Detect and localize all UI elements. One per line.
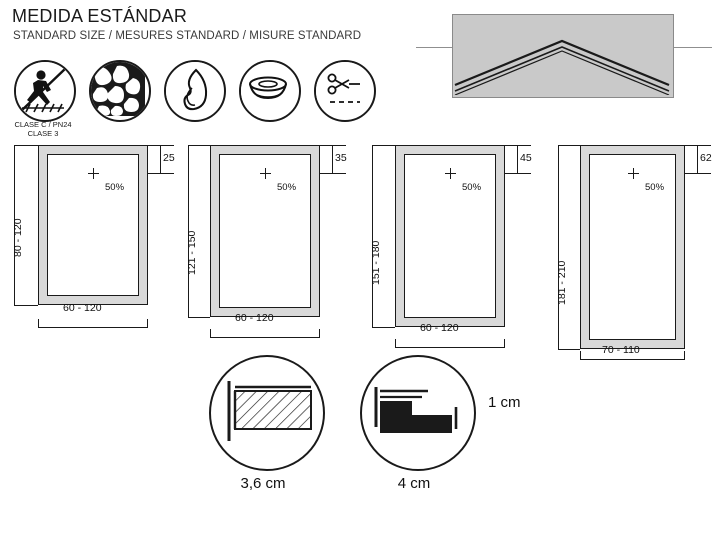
panel-3-offset-ext-top	[505, 145, 531, 146]
panel-4-width-line	[580, 359, 685, 360]
panel-2	[180, 135, 360, 345]
panel-3	[360, 135, 540, 357]
panel-3-height-line	[372, 145, 373, 327]
panel-1-height-label: 80 - 120	[12, 218, 24, 257]
panel-4	[540, 135, 720, 365]
panel-1-offset-ext-bottom	[148, 173, 174, 174]
page-title: MEDIDA ESTÁNDAR	[12, 6, 188, 26]
panel-4-height-label: 181 - 210	[556, 260, 568, 305]
panel-1-width-label: 60 - 120	[63, 302, 102, 314]
panel-3-width-label: 60 - 120	[420, 322, 459, 334]
panel-2-percent-label: 50%	[277, 182, 297, 193]
panel-3-offset-line	[517, 145, 518, 173]
panel-1-width-tick-left	[38, 319, 39, 328]
anti-slip-caption-line1: CLASE C / PN24	[14, 120, 72, 129]
panel-2-height-ext-top	[188, 145, 210, 146]
panel-4-offset-ext-bottom	[685, 173, 711, 174]
anti-slip-caption-line2: CLASE 3	[27, 129, 59, 138]
panel-4-width-label: 70 - 110	[602, 344, 640, 356]
panel-1	[0, 135, 180, 335]
panel-1-percent-label: 50%	[105, 182, 125, 193]
panel-1-width-line	[38, 327, 148, 328]
panel-4-height-ext-bottom	[558, 349, 580, 350]
panel-4-offset-label: 62	[700, 152, 712, 164]
panel-4-drain-mark	[628, 168, 639, 179]
panel-1-offset-line	[160, 145, 161, 173]
panel-3-width-tick-left	[395, 339, 396, 348]
cuttable-icon	[314, 60, 376, 122]
panel-1-offset-ext-top	[148, 145, 174, 146]
panel-4-height-line	[558, 145, 559, 349]
panel-4-height-ext-top	[558, 145, 580, 146]
panel-1-offset-label: 25	[163, 152, 175, 164]
panel-2-width-tick-right	[319, 329, 320, 338]
step-section-icon	[362, 357, 470, 465]
panel-1-height-ext-bottom	[14, 305, 38, 306]
detail-thickness-caption: 3,6 cm	[240, 475, 286, 492]
panel-2-drain-mark	[260, 168, 271, 179]
panel-4-offset-line	[697, 145, 698, 173]
drain-icon	[239, 60, 301, 122]
panel-3-height-ext-bottom	[372, 327, 395, 328]
roof-shape-icon	[453, 15, 671, 95]
flame-resistance-icon	[164, 60, 226, 122]
panel-3-width-tick-right	[504, 339, 505, 348]
panel-3-offset-label: 45	[520, 152, 532, 164]
panel-3-height-ext-top	[372, 145, 395, 146]
anti-slip-icon	[14, 60, 76, 122]
panel-4-width-tick-left	[580, 351, 581, 360]
icon-row	[14, 60, 414, 138]
panel-3-percent-label: 50%	[462, 182, 482, 193]
section-detail-thickness	[209, 355, 325, 471]
panel-4-width-tick-right	[684, 351, 685, 360]
panel-1-width-tick-right	[147, 319, 148, 328]
section-hatch-icon	[211, 357, 319, 465]
panel-4-offset-ext-top	[685, 145, 711, 146]
panel-3-drain-mark	[445, 168, 456, 179]
panel-2-offset-label: 35	[335, 152, 347, 164]
panel-2-width-line	[210, 337, 320, 338]
panel-2-offset-ext-bottom	[320, 173, 346, 174]
side-note-label: 1 cm	[488, 394, 521, 411]
panel-2-width-tick-left	[210, 329, 211, 338]
panel-1-drain-mark	[88, 168, 99, 179]
section-detail-edge	[360, 355, 476, 471]
panel-3-height-label: 151 - 180	[370, 240, 382, 285]
panel-2-offset-ext-top	[320, 145, 346, 146]
panel-3-width-line	[395, 347, 505, 348]
roof-illustration	[452, 14, 674, 98]
panel-2-height-ext-bottom	[188, 317, 210, 318]
panel-3-offset-ext-bottom	[505, 173, 531, 174]
panel-2-width-label: 60 - 120	[235, 312, 274, 324]
texture-icon	[89, 60, 151, 122]
panel-4-percent-label: 50%	[645, 182, 665, 193]
panel-2-offset-line	[332, 145, 333, 173]
detail-edge-caption: 4 cm	[397, 475, 431, 492]
panel-1-height-ext-top	[14, 145, 38, 146]
page-subtitle: STANDARD SIZE / MESURES STANDARD / MISURE STANDARD	[13, 30, 362, 42]
panel-2-height-label: 121 - 150	[186, 230, 198, 275]
